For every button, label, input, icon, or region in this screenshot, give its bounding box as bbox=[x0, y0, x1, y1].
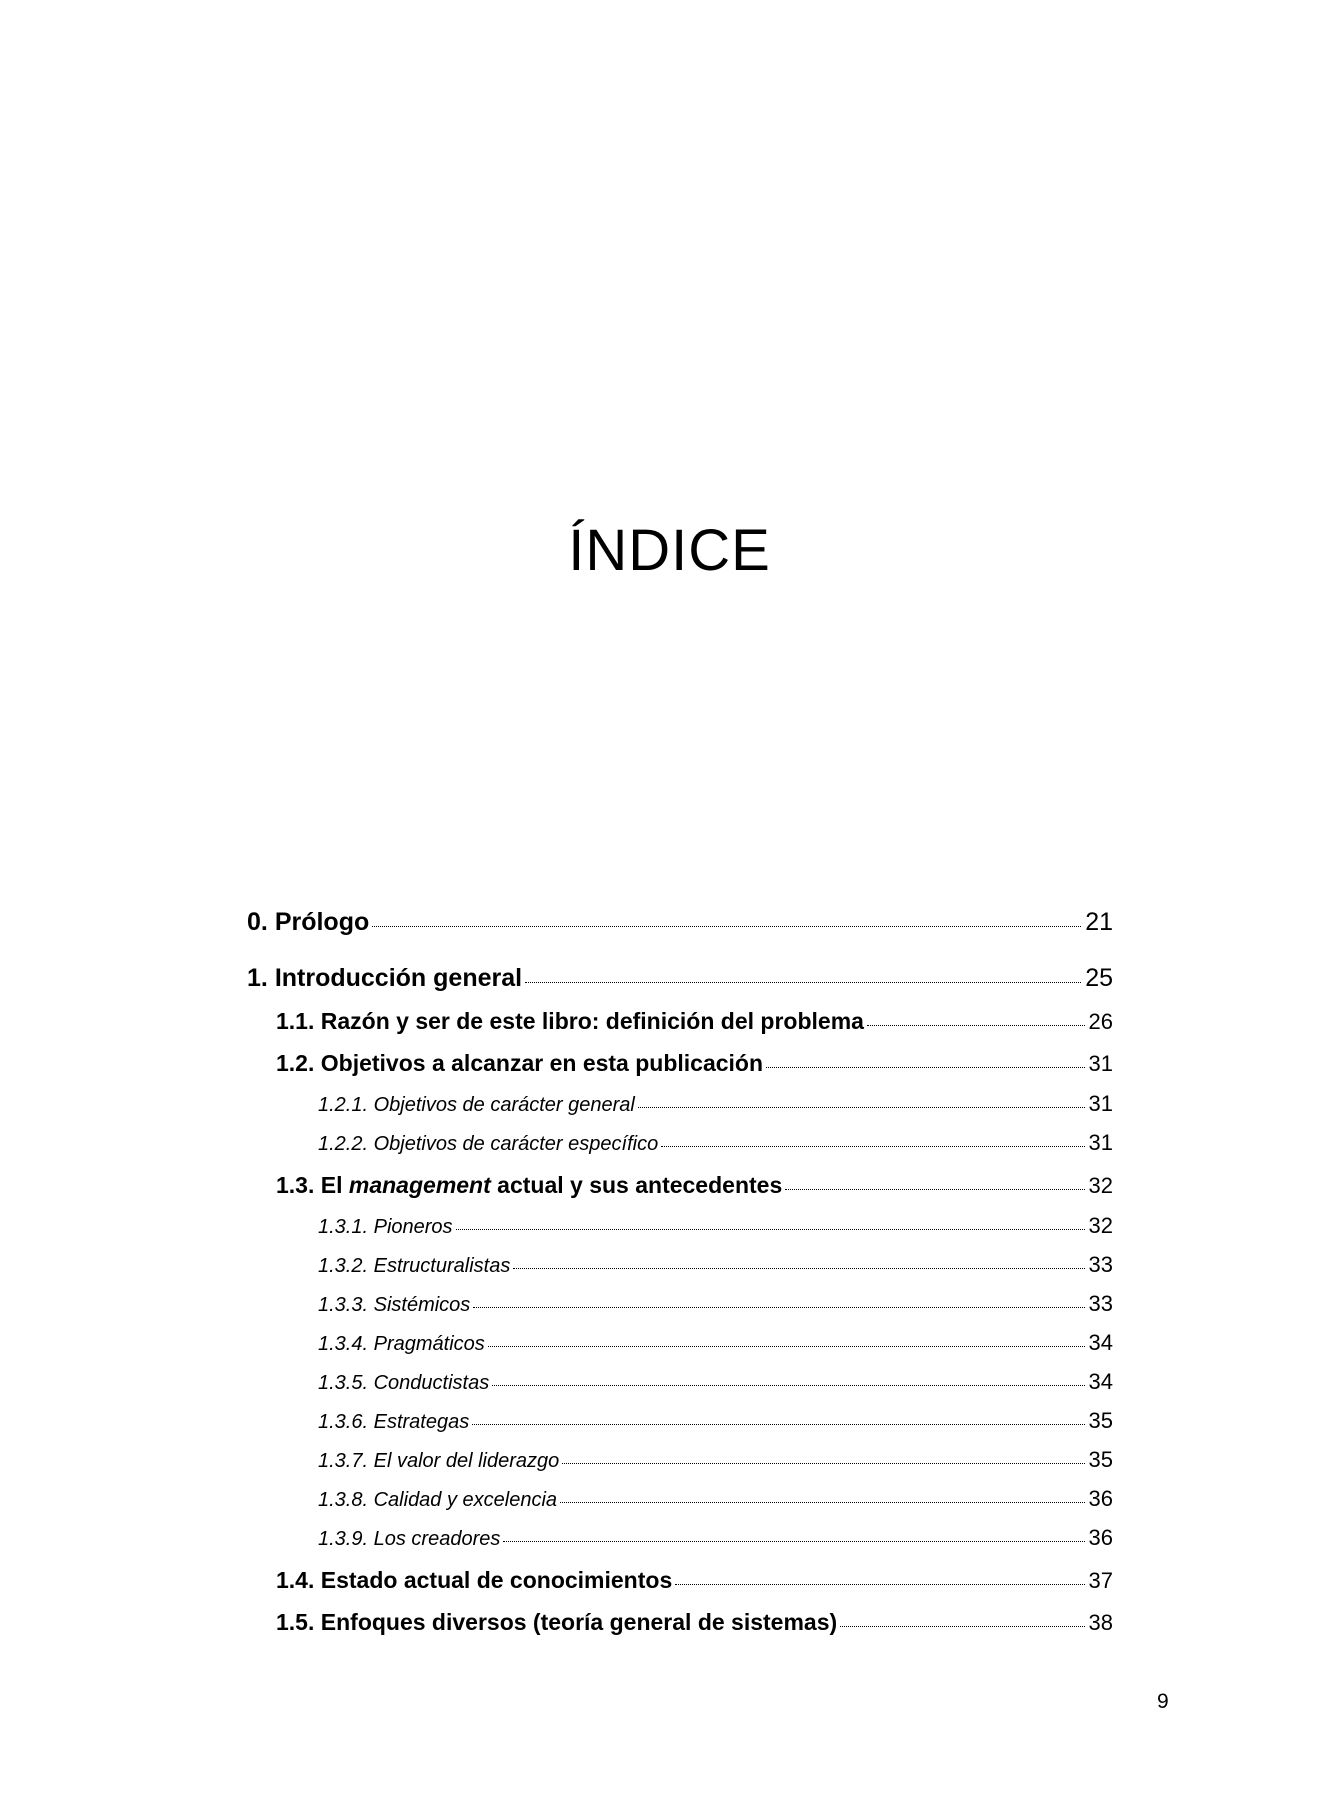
dot-leader bbox=[503, 1541, 1084, 1542]
toc-entry-page: 36 bbox=[1088, 1525, 1113, 1550]
toc-entry-label: 1.4. Estado actual de conocimientos bbox=[276, 1567, 673, 1593]
dot-leader bbox=[456, 1229, 1085, 1230]
toc-entry-label: 1.3.8. Calidad y excelencia bbox=[318, 1489, 558, 1511]
table-of-contents bbox=[247, 0, 1113, 1812]
toc-entry-label: 1.3.6. Estrategas bbox=[318, 1411, 470, 1433]
dot-leader bbox=[661, 1146, 1084, 1147]
dot-leader bbox=[472, 1424, 1084, 1425]
toc-entry-conductistas[interactable] bbox=[247, 1369, 1113, 1395]
dot-leader bbox=[525, 982, 1081, 983]
dot-leader bbox=[560, 1502, 1084, 1503]
toc-entry-label: 1.3.2. Estructuralistas bbox=[318, 1255, 511, 1277]
page-title: ÍNDICE bbox=[568, 518, 771, 583]
toc-entry-objetivos[interactable] bbox=[247, 1050, 1113, 1077]
toc-entry-estrategas[interactable] bbox=[247, 1408, 1113, 1434]
toc-entry-page: 34 bbox=[1088, 1330, 1113, 1355]
toc-entry-estructuralistas[interactable] bbox=[247, 1252, 1113, 1278]
toc-entry-page: 33 bbox=[1088, 1291, 1113, 1316]
toc-entry-page: 26 bbox=[1088, 1009, 1113, 1034]
toc-entry-page: 31 bbox=[1088, 1051, 1113, 1076]
toc-entry-page: 31 bbox=[1088, 1130, 1113, 1155]
dot-leader bbox=[513, 1268, 1084, 1269]
toc-entry-label: 1. Introducción general bbox=[247, 964, 523, 992]
toc-entry-page: 37 bbox=[1088, 1568, 1113, 1593]
dot-leader bbox=[840, 1626, 1084, 1627]
toc-entry-label: 1.3.3. Sistémicos bbox=[318, 1294, 471, 1316]
toc-entry-page: 21 bbox=[1085, 908, 1113, 936]
toc-entry-page: 31 bbox=[1088, 1091, 1113, 1116]
dot-leader bbox=[488, 1346, 1085, 1347]
toc-entry-enfoques-diversos[interactable] bbox=[247, 1609, 1113, 1636]
toc-entry-page: 35 bbox=[1088, 1447, 1113, 1472]
toc-entry-objetivos-general[interactable] bbox=[247, 1091, 1113, 1117]
dot-leader bbox=[492, 1385, 1084, 1386]
toc-entry-page: 36 bbox=[1088, 1486, 1113, 1511]
dot-leader bbox=[562, 1463, 1084, 1464]
toc-entry-label: 1.3.9. Los creadores bbox=[318, 1528, 501, 1550]
toc-entry-objetivos-especifico[interactable] bbox=[247, 1130, 1113, 1156]
toc-entry-introduccion-general[interactable] bbox=[247, 964, 1113, 993]
toc-entry-label: 1.3.5. Conductistas bbox=[318, 1372, 490, 1394]
toc-entry-label: 1.3.1. Pioneros bbox=[318, 1216, 453, 1238]
dot-leader bbox=[867, 1025, 1085, 1026]
toc-entry-label: 0. Prólogo bbox=[247, 908, 370, 936]
dot-leader bbox=[766, 1067, 1084, 1068]
toc-entry-page: 32 bbox=[1088, 1213, 1113, 1238]
toc-entry-razon-y-ser[interactable] bbox=[247, 1008, 1113, 1035]
toc-entry-label: 1.3.7. El valor del liderazgo bbox=[318, 1450, 560, 1472]
toc-entry-label: 1.3. El management actual y sus antecedentes bbox=[276, 1172, 783, 1198]
dot-leader bbox=[675, 1584, 1084, 1585]
toc-entry-pioneros[interactable] bbox=[247, 1213, 1113, 1239]
toc-entry-management-actual[interactable] bbox=[247, 1172, 1113, 1199]
toc-entry-creadores[interactable] bbox=[247, 1525, 1113, 1551]
dot-leader bbox=[638, 1107, 1085, 1108]
toc-entry-page: 25 bbox=[1085, 964, 1113, 992]
toc-entry-page: 32 bbox=[1088, 1173, 1113, 1198]
toc-entry-calidad-excelencia[interactable] bbox=[247, 1486, 1113, 1512]
toc-entry-sistemicos[interactable] bbox=[247, 1291, 1113, 1317]
toc-entry-label: 1.2.1. Objetivos de carácter general bbox=[318, 1094, 635, 1116]
toc-entry-page: 35 bbox=[1088, 1408, 1113, 1433]
toc-entry-page: 33 bbox=[1088, 1252, 1113, 1277]
toc-entry-valor-liderazgo[interactable] bbox=[247, 1447, 1113, 1473]
toc-entry-label: 1.3.4. Pragmáticos bbox=[318, 1333, 485, 1355]
dot-leader bbox=[785, 1189, 1084, 1190]
toc-entry-estado-actual[interactable] bbox=[247, 1567, 1113, 1594]
toc-entry-label: 1.2. Objetivos a alcanzar en esta publicación bbox=[276, 1050, 764, 1076]
toc-entry-label: 1.1. Razón y ser de este libro: definición del problema bbox=[276, 1008, 864, 1034]
toc-entry-prologo[interactable] bbox=[247, 908, 1113, 937]
toc-entry-pragmaticos[interactable] bbox=[247, 1330, 1113, 1356]
dot-leader bbox=[372, 926, 1081, 927]
toc-entry-page: 34 bbox=[1088, 1369, 1113, 1394]
toc-entry-label: 1.2.2. Objetivos de carácter específico bbox=[318, 1133, 659, 1155]
dot-leader bbox=[473, 1307, 1084, 1308]
toc-entry-page: 38 bbox=[1088, 1610, 1113, 1635]
toc-entry-label: 1.5. Enfoques diversos (teoría general de sistemas) bbox=[276, 1609, 838, 1635]
page-number: 9 bbox=[1157, 1690, 1169, 1713]
